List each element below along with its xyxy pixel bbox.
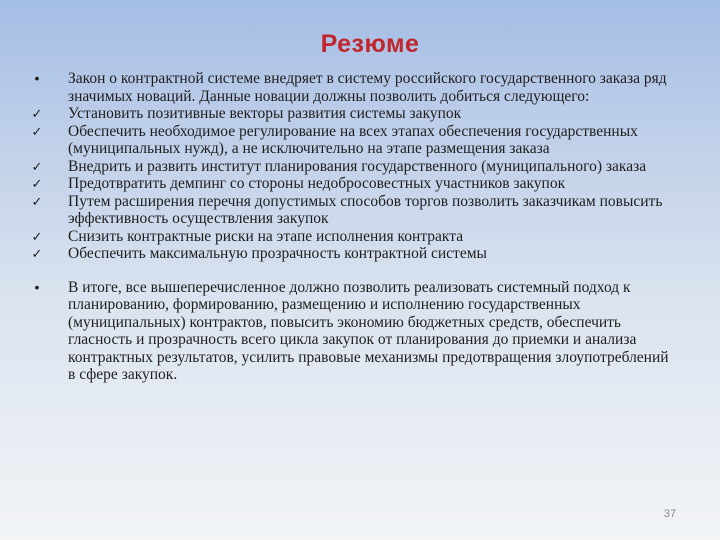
summary-bullet-item <box>30 279 670 384</box>
item-text: Обеспечить максимальную прозрачность контрактной системы <box>68 245 487 262</box>
item-text: Обеспечить необходимое регулирование на всех этапах обеспечения государственных (муниципальных нужд), а не исключительно на этапе размещения заказа <box>68 122 638 157</box>
checkmark-icon: ✓ <box>31 247 43 262</box>
bullet-marker: • <box>34 278 40 295</box>
check-item <box>30 245 670 263</box>
check-item <box>30 105 670 123</box>
item-text: Путем расширения перечня допустимых способов торгов позволить заказчикам повысить эффективность осуществления закупок <box>68 192 663 227</box>
bullet-marker: • <box>34 70 40 86</box>
intro-bullet-item <box>30 70 670 105</box>
paragraph-gap <box>30 263 670 279</box>
checkmark-icon: ✓ <box>31 107 43 122</box>
item-text: Закон о контрактной системе внедряет в систему российского государственного заказа ряд значимых новаций. Данные новации должны позволить добиться следующего: <box>68 70 667 105</box>
checkmark-icon: ✓ <box>31 159 43 175</box>
checkmark-icon: ✓ <box>31 124 43 140</box>
checkmark-icon: ✓ <box>31 194 43 210</box>
check-item <box>30 123 670 158</box>
check-item <box>30 228 670 246</box>
item-text: Снизить контрактные риски на этапе исполнения контракта <box>68 227 464 245</box>
slide-title: Резюме <box>320 30 420 58</box>
check-item <box>30 193 670 228</box>
check-item <box>30 175 670 193</box>
item-text: Внедрить и развить институт планирования государственного (муниципального) заказа <box>68 157 647 175</box>
item-text: Установить позитивные векторы развития системы закупок <box>68 105 462 122</box>
item-text: В итоге, все вышеперечисленное должно позволить реализовать системный подход к планированию, формированию, размещению и исполнению государственных (муниципальных) контрактов, повысить экономию бюджетных средств, обеспечить гласность и прозрачность всего цикла закупок от планирования до приемки и анализа контрактных результатов, усилить правовые механизмы предотвращения злоупотреблений в сфере закупок. <box>68 278 669 383</box>
page-number: 37 <box>663 508 677 520</box>
check-item <box>30 158 670 176</box>
item-text: Предотвратить демпинг со стороны недобросовестных участников закупок <box>68 175 566 192</box>
slide-content <box>30 70 670 384</box>
checkmark-icon: ✓ <box>31 229 43 245</box>
checkmark-icon: ✓ <box>31 177 43 192</box>
